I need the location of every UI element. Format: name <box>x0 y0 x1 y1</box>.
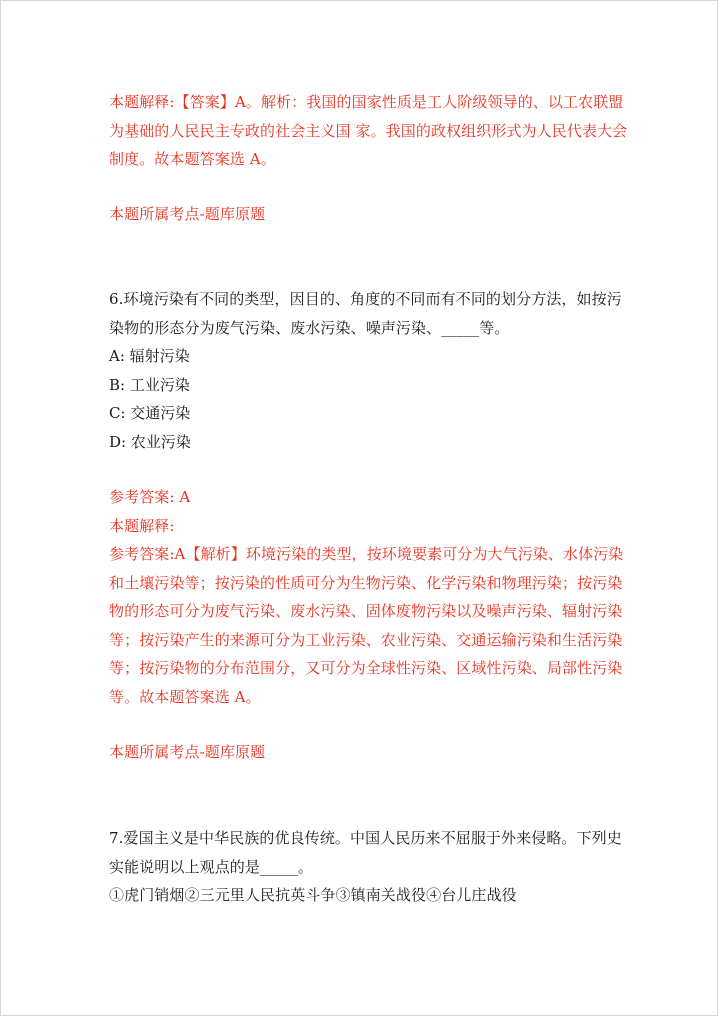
q6-answer: 参考答案: A <box>109 488 191 506</box>
q6-explanation-line-4: 等；按污染产生的来源可分为工业污染、农业污染、交通运输污染和生活污染 <box>109 630 623 649</box>
q6-explanation-line-2: 和土壤污染等；按污染的性质可分为生物污染、化学污染和物理污染；按污染 <box>109 573 623 592</box>
q5-source-text: 本题所属考点-题库原题 <box>109 205 266 223</box>
q6-explanation-line-1: 参考答案:A【解析】环境污染的类型，按环境要素可分为大气污染、水体污染 <box>109 545 624 563</box>
q6-answer-block <box>109 483 624 711</box>
q5-explanation-line-2: 为基础的人民民主专政的社会主义国 家。我国的政权组织形式为人民代表大会 <box>109 121 628 140</box>
q7-stem-line-1: 7.爱国主义是中华民族的优良传统。中国人民历来不屈服于外来侵略。下列史 <box>109 829 622 847</box>
q6-stem <box>109 285 622 342</box>
q5-explanation <box>109 88 628 174</box>
q6-source-text: 本题所属考点-题库原题 <box>109 743 266 761</box>
q6-option-d: D: 农业污染 <box>109 432 191 451</box>
q6-stem-line-1: 6.环境污染有不同的类型，因目的、角度的不同而有不同的划分方法，如按污 <box>109 290 622 308</box>
q6-explanation-line-6: 等。故本题答案选 A。 <box>109 687 261 706</box>
q6-stem-line-2: 染物的形态分为废气污染、废水污染、噪声污染、_____等。 <box>109 318 510 337</box>
q6-explanation-label: 本题解释: <box>109 516 175 535</box>
q6-explanation-line-3: 物的形态可分为废气污染、废水污染、固体废物污染以及噪声污染、辐射污染 <box>109 602 623 620</box>
q6-option-a: A: 辐射污染 <box>109 347 190 365</box>
q5-source <box>109 200 619 229</box>
q5-explanation-line-3: 制度。故本题答案选 A。 <box>109 150 276 168</box>
q6-option-c: C: 交通污染 <box>109 404 191 422</box>
q7-stem-line-2: 实能说明以上观点的是_____。 <box>109 857 314 876</box>
q7-stem <box>109 824 622 910</box>
q6-explanation-line-5: 等；按污染物的分布范围分，又可分为全球性污染、区域性污染、局部性污染 <box>109 659 623 677</box>
q7-stem-line-3: ①虎门销烟②三元里人民抗英斗争③镇南关战役④台儿庄战役 <box>109 886 517 904</box>
q6-source <box>109 738 619 767</box>
q5-explanation-line-1: 本题解释:【答案】A。解析：我国的国家性质是工人阶级领导的、以工农联盟 <box>109 93 624 111</box>
q6-options <box>109 342 619 456</box>
q6-option-b: B: 工业污染 <box>109 375 190 394</box>
